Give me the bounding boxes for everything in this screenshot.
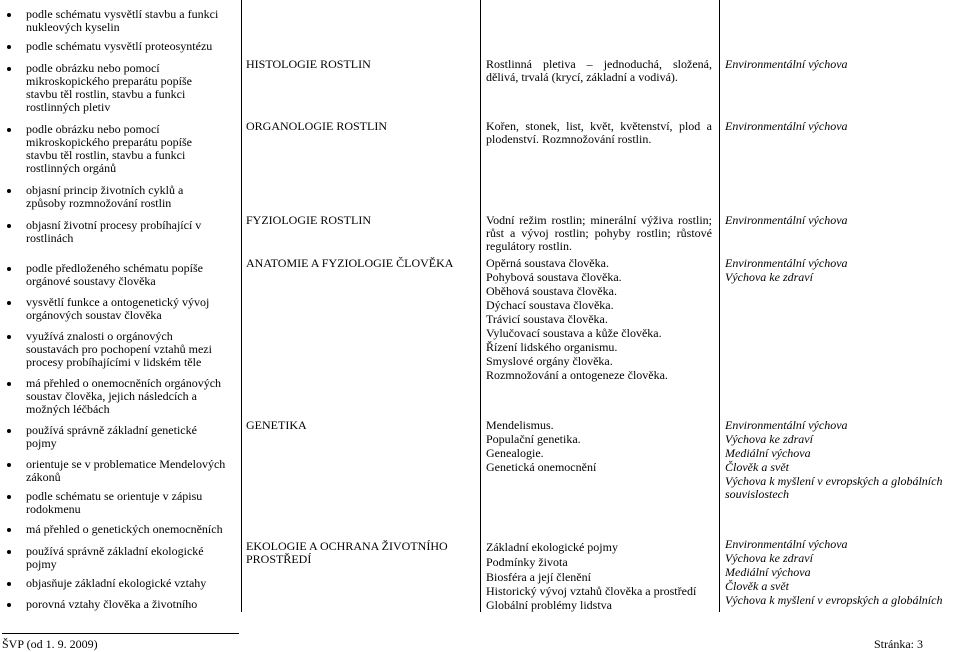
- objective-item: objasní princip životních cyklů a způsoby rozmnožování rostlin: [26, 183, 184, 210]
- bullet-icon: [7, 429, 11, 433]
- bullet-icon: [7, 267, 11, 271]
- column-divider: [241, 0, 242, 612]
- cross-topic-item: Environmentální výchova: [725, 418, 848, 432]
- curriculum-item: Historický vývoj vztahů člověka a prostředí: [486, 584, 697, 598]
- bullet-icon: [7, 463, 11, 467]
- curriculum-item: Populační genetika.: [486, 432, 581, 446]
- objective-item: má přehled o genetických onemocněních: [26, 522, 223, 536]
- cross-topic-item: Výchova k myšlení v evropských a globálních souvislostech: [725, 474, 943, 501]
- curriculum-item: Kořen, stonek, list, květ, květenství, plod a plodenství. Rozmnožování rostlin.: [486, 119, 712, 146]
- curriculum-item: Biosféra a její členění: [486, 570, 591, 584]
- bullet-icon: [7, 603, 11, 607]
- column-divider: [719, 0, 720, 612]
- cross-topic-item: Environmentální výchova: [725, 537, 848, 551]
- objective-item: podle předloženého schématu popíše orgánové soustavy člověka: [26, 261, 203, 288]
- objective-item: má přehled o onemocněních orgánových soustav člověka, jejich následcích a možných léčbách: [26, 376, 222, 416]
- column-divider: [480, 0, 481, 612]
- bullet-icon: [7, 224, 11, 228]
- bullet-icon: [7, 67, 11, 71]
- curriculum-item: Opěrná soustava člověka.: [486, 256, 609, 270]
- curriculum-item: Rostlinná pletiva – jednoduchá, složená, dělivá, trvalá (krycí, základní a vodivá).: [486, 57, 712, 84]
- bullet-icon: [7, 45, 11, 49]
- curriculum-item: Genealogie.: [486, 446, 544, 460]
- objective-item: využívá znalosti o orgánových soustavách pro pochopení vztahů mezi procesy probíhajícími v lidském těle: [26, 329, 212, 369]
- objective-item: používá správně základní ekologické pojmy: [26, 544, 204, 571]
- cross-topic-item: Výchova ke zdraví: [725, 551, 813, 565]
- objective-item: podle schématu vysvětlí proteosyntézu: [26, 39, 213, 53]
- bullet-icon: [7, 528, 11, 532]
- bullet-icon: [7, 301, 11, 305]
- curriculum-item: Vylučovací soustava a kůže člověka.: [486, 326, 662, 340]
- cross-topic-item: Environmentální výchova: [725, 119, 848, 133]
- cross-topic-item: Environmentální výchova: [725, 213, 848, 227]
- cross-topic-item: Výchova ke zdraví: [725, 270, 813, 284]
- objective-item: orientuje se v problematice Mendelových zákonů: [26, 457, 226, 484]
- footer-rule: [2, 633, 239, 634]
- curriculum-item: Vodní režim rostlin; minerální výživa rostlin; růst a vývoj rostlin; pohyby rostlin; růstové regulátory rostlin.: [486, 213, 712, 253]
- cross-topic-item: Mediální výchova: [725, 565, 811, 579]
- curriculum-item: Základní ekologické pojmy: [486, 540, 618, 554]
- bullet-icon: [7, 128, 11, 132]
- cross-topic-item: Environmentální výchova: [725, 256, 848, 270]
- objective-item: porovná vztahy člověka a životního: [26, 597, 198, 611]
- topic-heading: GENETIKA: [246, 418, 307, 432]
- objective-item: objasňuje základní ekologické vztahy: [26, 576, 207, 590]
- cross-topic-item: Člověk a svět: [725, 460, 789, 474]
- topic-heading: EKOLOGIE A OCHRANA ŽIVOTNÍHO PROSTŘEDÍ: [246, 539, 448, 566]
- curriculum-item: Rozmnožování a ontogeneze člověka.: [486, 368, 668, 382]
- curriculum-item: Podmínky života: [486, 555, 568, 569]
- bullet-icon: [7, 13, 11, 17]
- footer-page-number: Stránka: 3: [874, 637, 923, 651]
- bullet-icon: [7, 582, 11, 586]
- objective-item: podle obrázku nebo pomocí mikroskopického preparátu popíše stavbu těl rostlin, stavbu a funkci rostlinných pletiv: [26, 61, 192, 114]
- cross-topic-item: Člověk a svět: [725, 579, 789, 593]
- objective-item: používá správně základní genetické pojmy: [26, 423, 197, 450]
- objective-item: podle obrázku nebo pomocí mikroskopického preparátu popíše stavbu těl rostlin, stavbu a funkci rostlinných orgánů: [26, 122, 192, 175]
- curriculum-item: Pohybová soustava člověka.: [486, 270, 622, 284]
- bullet-icon: [7, 550, 11, 554]
- cross-topic-item: Environmentální výchova: [725, 57, 848, 71]
- objective-item: vysvětlí funkce a ontogenetický vývoj orgánových soustav člověka: [26, 295, 210, 322]
- objective-item: objasní životní procesy probíhající v rostlinách: [26, 218, 202, 245]
- bullet-icon: [7, 382, 11, 386]
- curriculum-item: Globální problémy lidstva: [486, 598, 612, 612]
- objective-item: podle schématu se orientuje v zápisu rodokmenu: [26, 489, 203, 516]
- curriculum-item: Genetická onemocnění: [486, 460, 597, 474]
- bullet-icon: [7, 189, 11, 193]
- curriculum-item: Mendelismus.: [486, 418, 554, 432]
- bullet-icon: [7, 335, 11, 339]
- cross-topic-item: Výchova k myšlení v evropských a globálních: [725, 593, 943, 607]
- topic-heading: ANATOMIE A FYZIOLOGIE ČLOVĚKA: [246, 256, 454, 270]
- curriculum-item: Smyslové orgány člověka.: [486, 354, 613, 368]
- curriculum-item: Trávicí soustava člověka.: [486, 312, 608, 326]
- objective-item: podle schématu vysvětlí stavbu a funkci nukleových kyselin: [26, 7, 219, 34]
- curriculum-item: Oběhová soustava člověka.: [486, 284, 617, 298]
- topic-heading: HISTOLOGIE ROSTLIN: [246, 57, 371, 71]
- cross-topic-item: Mediální výchova: [725, 446, 811, 460]
- cross-topic-item: Výchova ke zdraví: [725, 432, 813, 446]
- curriculum-item: Dýchací soustava člověka.: [486, 298, 614, 312]
- footer-left: ŠVP (od 1. 9. 2009): [2, 637, 98, 651]
- bullet-icon: [7, 495, 11, 499]
- curriculum-item: Řízení lidského organismu.: [486, 340, 618, 354]
- topic-heading: FYZIOLOGIE ROSTLIN: [246, 213, 371, 227]
- topic-heading: ORGANOLOGIE ROSTLIN: [246, 119, 387, 133]
